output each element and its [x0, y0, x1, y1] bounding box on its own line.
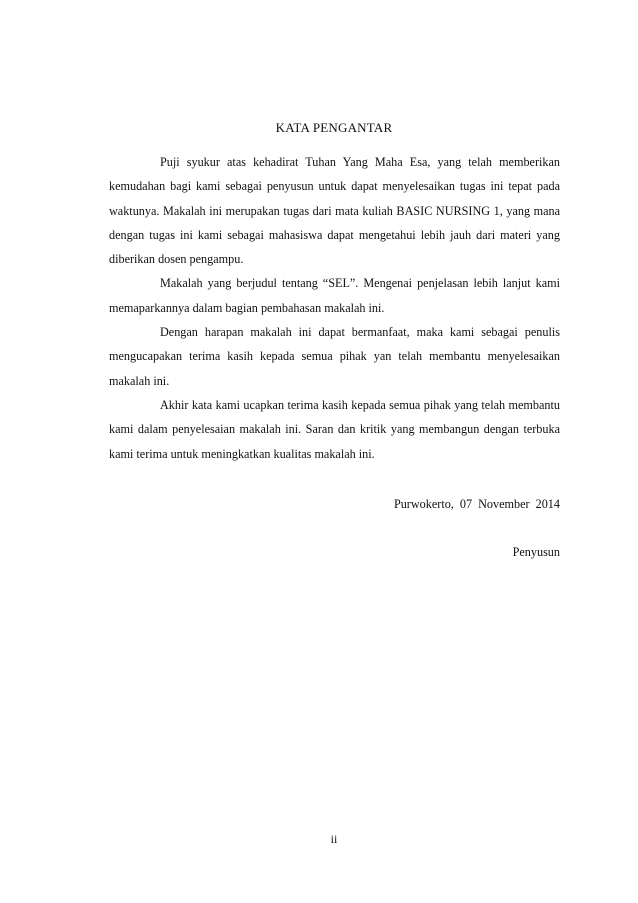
place-date: Purwokerto, 07 November 2014	[393, 497, 560, 511]
paragraph-3: Dengan harapan makalah ini dapat bermanfaat, maka kami sebagai penulis mengucapakan terima kasih kepada semua pihak yan telah membantu menyelesaikan makalah ini.	[109, 325, 560, 388]
body-text	[109, 150, 560, 466]
paragraph-1: Puji syukur atas kehadirat Tuhan Yang Maha Esa, yang telah memberikan kemudahan bagi kami sebagai penyusun untuk dapat menyelesaikan tugas ini tepat pada waktunya. Makalah ini merupakan tugas dari mata kuliah BASIC NURSING 1, yang mana dengan tugas ini kami sebagai mahasiswa dapat mengetahui lebih jauh dari materi yang diberikan dosen pengampu.	[109, 155, 560, 267]
page-title: KATA PENGANTAR	[275, 120, 393, 135]
signature-block	[394, 492, 560, 564]
author-label: Penyusun	[512, 545, 560, 559]
paragraph-4: Akhir kata kami ucapkan terima kasih kepada semua pihak yang telah membantu kami dalam penyelesaian makalah ini. Saran dan kritik yang membangun dengan terbuka kami terima untuk meningkatkan kualitas makalah ini.	[109, 397, 560, 461]
paragraph-2: Makalah yang berjudul tentang “SEL”. Mengenai penjelasan lebih lanjut kami memaparkannya dalam bagian pembahasan makalah ini.	[109, 276, 560, 315]
page-number: ii	[330, 832, 338, 846]
